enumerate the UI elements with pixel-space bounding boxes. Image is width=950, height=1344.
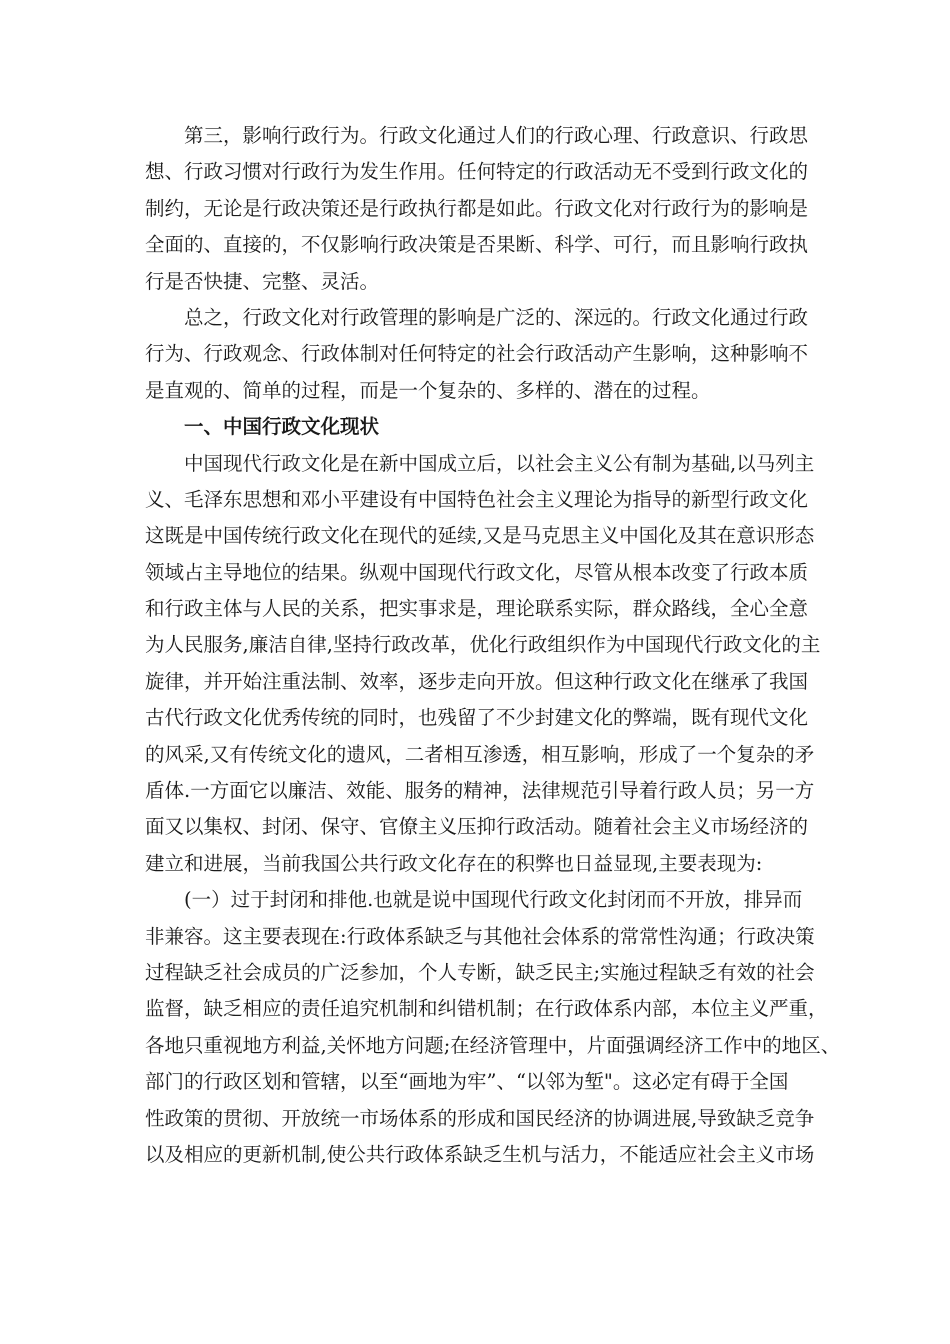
text-line: 过程缺乏社会成员的广泛参加，个人专断，缺乏民主;实施过程缺乏有效的社会 bbox=[145, 960, 815, 984]
text-line: 盾体.一方面它以廉洁、效能、服务的精神，法律规范引导着行政人员；另一方 bbox=[145, 779, 815, 803]
text-line: 义、毛泽东思想和邓小平建设有中国特色社会主义理论为指导的新型行政文化 bbox=[145, 487, 809, 511]
text-line: 的风采,又有传统文化的遗风，二者相互渗透，相互影响，形成了一个复杂的矛 bbox=[145, 742, 815, 766]
paragraph-administrative-behavior bbox=[145, 118, 810, 300]
paragraph-closed-exclusive bbox=[145, 882, 841, 1173]
text-line: 中国现代行政文化是在新中国成立后，以社会主义公有制为基础,以马列主 bbox=[184, 451, 815, 475]
text-line: 制约，无论是行政决策还是行政执行都是如此。行政文化对行政行为的影响是 bbox=[145, 196, 809, 220]
text-line: 各地只重视地方利益,关怀地方问题;在经济管理中，片面强调经济工作中的地区、 bbox=[145, 1033, 841, 1057]
text-line: 以及相应的更新机制,使公共行政体系缺乏生机与活力，不能适应社会主义市场 bbox=[145, 1142, 815, 1166]
text-line: 建立和进展，当前我国公共行政文化存在的积弊也日益显现,主要表现为: bbox=[145, 851, 763, 875]
text-line: (一）过于封闭和排他.也就是说中国现代行政文化封闭而不开放，排异而 bbox=[184, 888, 803, 912]
text-line: 古代行政文化优秀传统的同时，也残留了不少封建文化的弊端，既有现代文化 bbox=[145, 706, 809, 730]
text-line: 面又以集权、封闭、保守、官僚主义压抑行政活动。随着社会主义市场经济的 bbox=[145, 815, 809, 839]
text-line: 和行政主体与人民的关系，把实事求是，理论联系实际，群众路线，全心全意 bbox=[145, 597, 809, 621]
paragraph-summary bbox=[145, 300, 810, 409]
text-line: 行为、行政观念、行政体制对任何特定的社会行政活动产生影响，这种影响不 bbox=[145, 342, 809, 366]
text-line: 部门的行政区划和管辖，以至“画地为牢”、“以邻为堑"。这必定有碍于全国 bbox=[145, 1070, 789, 1094]
text-line: 监督，缺乏相应的责任追究机制和纠错机制；在行政体系内部，本位主义严重， bbox=[145, 997, 828, 1021]
text-line: 为人民服务,廉洁自律,坚持行政改革，优化行政组织作为中国现代行政文化的主 bbox=[145, 633, 821, 657]
text-line: 非兼容。这主要表现在:行政体系缺乏与其他社会体系的常常性沟通；行政决策 bbox=[145, 924, 815, 948]
section-title: 一、中国行政文化现状 bbox=[184, 415, 380, 439]
document-body bbox=[145, 118, 841, 1173]
text-line: 第三，影响行政行为。行政文化通过人们的行政心理、行政意识、行政思 bbox=[184, 124, 809, 147]
text-line: 性政策的贯彻、开放统一市场体系的形成和国民经济的协调进展,导致缺乏竞争 bbox=[145, 1106, 815, 1130]
text-line: 行是否快捷、完整、灵活。 bbox=[145, 269, 380, 293]
text-line: 想、行政习惯对行政行为发生作用。任何特定的行政活动无不受到行政文化的 bbox=[145, 160, 809, 184]
text-line: 这既是中国传统行政文化在现代的延续,又是马克思主义中国化及其在意识形态 bbox=[145, 524, 815, 548]
text-line: 领域占主导地位的结果。纵观中国现代行政文化，尽管从根本改变了行政本质 bbox=[145, 560, 809, 584]
text-line: 是直观的、简单的过程，而是一个复杂的、多样的、潜在的过程。 bbox=[145, 378, 711, 402]
text-line: 旋律，并开始注重法制、效率，逐步走向开放。但这种行政文化在继承了我国 bbox=[145, 669, 809, 693]
paragraph-current-status bbox=[145, 446, 821, 883]
text-line: 总之，行政文化对行政管理的影响是广泛的、深远的。行政文化通过行政 bbox=[184, 305, 809, 329]
section-heading bbox=[145, 409, 810, 445]
text-line: 全面的、直接的，不仅影响行政决策是否果断、科学、可行，而且影响行政执 bbox=[145, 233, 809, 257]
